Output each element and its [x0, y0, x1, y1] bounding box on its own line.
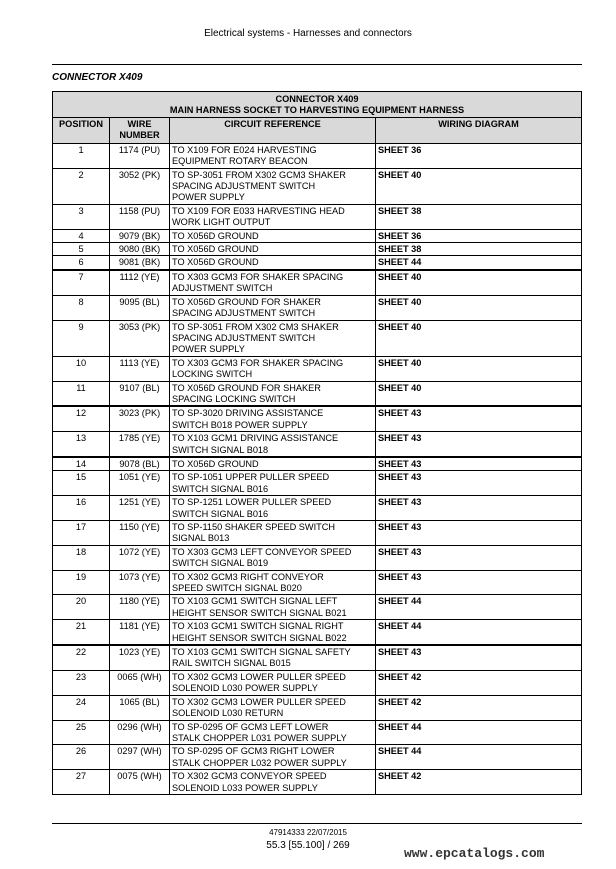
table-row: [53, 229, 582, 242]
table-row: [53, 243, 582, 256]
circuit-reference-line: SWITCH SIGNAL B016: [172, 508, 269, 519]
cell-position: 22: [53, 645, 110, 670]
cell-wire-number: 1158 (PU): [110, 204, 170, 229]
cell-position: 6: [53, 256, 110, 270]
section-label: CONNECTOR X409: [52, 72, 143, 83]
cell-position: 25: [53, 720, 110, 745]
cell-position: 14: [53, 457, 110, 471]
cell-position: 1: [53, 143, 110, 168]
table-row: [53, 496, 582, 521]
header-divider: [52, 64, 582, 65]
cell-circuit-reference: [170, 229, 376, 242]
table-row: [53, 770, 582, 795]
cell-position: 12: [53, 406, 110, 431]
cell-wiring-diagram: SHEET 40: [376, 168, 582, 204]
circuit-reference-line: ADJUSTMENT SWITCH: [172, 283, 273, 294]
cell-circuit-reference: [170, 143, 376, 168]
cell-wiring-diagram: SHEET 44: [376, 720, 582, 745]
cell-circuit-reference: [170, 356, 376, 381]
cell-position: 3: [53, 204, 110, 229]
table-row: [53, 295, 582, 320]
cell-wiring-diagram: SHEET 43: [376, 457, 582, 471]
cell-wiring-diagram: SHEET 43: [376, 496, 582, 521]
cell-position: 23: [53, 670, 110, 695]
circuit-reference-line: TO X056D GROUND FOR SHAKER: [172, 296, 321, 307]
table-row: [53, 320, 582, 356]
cell-position: 20: [53, 595, 110, 620]
circuit-reference-line: EQUIPMENT ROTARY BEACON: [172, 156, 308, 167]
circuit-reference-line: RAIL SWITCH SIGNAL B015: [172, 658, 291, 669]
circuit-reference-line: TO SP-1251 LOWER PULLER SPEED: [172, 497, 332, 508]
circuit-reference-line: SOLENOID L030 RETURN: [172, 708, 284, 719]
cell-wiring-diagram: SHEET 44: [376, 595, 582, 620]
cell-position: 18: [53, 545, 110, 570]
cell-wire-number: 1112 (YE): [110, 270, 170, 295]
circuit-reference-line: TO X056D GROUND: [172, 458, 259, 469]
cell-position: 24: [53, 695, 110, 720]
cell-circuit-reference: [170, 471, 376, 496]
cell-circuit-reference: [170, 720, 376, 745]
cell-wire-number: 9078 (BL): [110, 457, 170, 471]
table-row: [53, 521, 582, 546]
cell-position: 27: [53, 770, 110, 795]
cell-wire-number: 1785 (YE): [110, 432, 170, 457]
circuit-reference-line: SOLENOID L030 POWER SUPPLY: [172, 683, 318, 694]
cell-wire-number: 1251 (YE): [110, 496, 170, 521]
table-row: [53, 270, 582, 295]
circuit-reference-line: SWITCH B018 POWER SUPPLY: [172, 419, 308, 430]
table-row: [53, 670, 582, 695]
cell-wiring-diagram: SHEET 40: [376, 320, 582, 356]
circuit-reference-line: TO SP-3020 DRIVING ASSISTANCE: [172, 408, 324, 419]
cell-circuit-reference: [170, 406, 376, 431]
column-header-wire-number: [110, 117, 170, 143]
table-row: [53, 143, 582, 168]
cell-position: 19: [53, 570, 110, 595]
circuit-reference-line: SPACING ADJUSTMENT SWITCH: [172, 308, 316, 319]
cell-wiring-diagram: SHEET 44: [376, 745, 582, 770]
cell-position: 17: [53, 521, 110, 546]
table-title: [53, 92, 582, 118]
circuit-reference-line: TO SP-1150 SHAKER SPEED SWITCH: [172, 522, 336, 532]
cell-circuit-reference: [170, 457, 376, 471]
cell-position: 21: [53, 620, 110, 645]
cell-position: 4: [53, 229, 110, 242]
cell-wire-number: 1113 (YE): [110, 356, 170, 381]
cell-wiring-diagram: SHEET 38: [376, 243, 582, 256]
cell-wiring-diagram: SHEET 38: [376, 204, 582, 229]
circuit-reference-line: TO X056D GROUND: [172, 257, 259, 268]
cell-circuit-reference: [170, 204, 376, 229]
table-row: [53, 457, 582, 471]
table-row: [53, 432, 582, 457]
circuit-reference-line: SWITCH SIGNAL B019: [172, 558, 269, 569]
circuit-reference-line: TO X109 FOR E033 HARVESTING HEAD: [172, 205, 345, 216]
column-header-circuit-reference: CIRCUIT REFERENCE: [170, 117, 376, 143]
cell-circuit-reference: [170, 521, 376, 546]
cell-position: 10: [53, 356, 110, 381]
cell-wiring-diagram: SHEET 43: [376, 545, 582, 570]
cell-wire-number: 1174 (PU): [110, 143, 170, 168]
circuit-reference-line: TO SP-0295 OF GCM3 RIGHT LOWER: [172, 746, 335, 757]
circuit-reference-line: POWER SUPPLY: [172, 344, 245, 355]
circuit-reference-line: SIGNAL B013: [172, 533, 230, 544]
table-row: [53, 620, 582, 645]
cell-circuit-reference: [170, 645, 376, 670]
circuit-reference-line: TO X302 GCM3 CONVEYOR SPEED: [172, 771, 327, 782]
cell-wiring-diagram: SHEET 40: [376, 381, 582, 406]
cell-wire-number: 1065 (BL): [110, 695, 170, 720]
circuit-reference-line: SPACING ADJUSTMENT SWITCH: [172, 332, 316, 343]
cell-circuit-reference: [170, 695, 376, 720]
cell-wiring-diagram: SHEET 43: [376, 645, 582, 670]
table-title-line2: MAIN HARNESS SOCKET TO HARVESTING EQUIPMENT HARNESS: [169, 105, 465, 116]
cell-position: 7: [53, 270, 110, 295]
cell-circuit-reference: [170, 168, 376, 204]
cell-wire-number: 0296 (WH): [110, 720, 170, 745]
cell-circuit-reference: [170, 670, 376, 695]
footer-doc-ref: 47914333 22/07/2015: [269, 828, 347, 837]
cell-position: 8: [53, 295, 110, 320]
cell-wiring-diagram: SHEET 44: [376, 256, 582, 270]
circuit-reference-line: LOCKING SWITCH: [172, 369, 253, 380]
cell-circuit-reference: [170, 295, 376, 320]
circuit-reference-line: TO X103 GCM1 SWITCH SIGNAL LEFT: [172, 596, 338, 607]
circuit-reference-line: SWITCH SIGNAL B018: [172, 444, 269, 455]
cell-wiring-diagram: SHEET 40: [376, 270, 582, 295]
cell-wiring-diagram: SHEET 36: [376, 143, 582, 168]
cell-position: 13: [53, 432, 110, 457]
cell-circuit-reference: [170, 243, 376, 256]
circuit-reference-line: STALK CHOPPER L031 POWER SUPPLY: [172, 732, 347, 743]
cell-circuit-reference: [170, 770, 376, 795]
circuit-reference-line: STALK CHOPPER L032 POWER SUPPLY: [172, 757, 347, 768]
cell-wire-number: 0297 (WH): [110, 745, 170, 770]
circuit-reference-line: TO X103 GCM1 DRIVING ASSISTANCE: [172, 433, 339, 444]
table-row: [53, 406, 582, 431]
circuit-reference-line: TO SP-0295 OF GCM3 LEFT LOWER: [172, 721, 329, 732]
cell-circuit-reference: [170, 381, 376, 406]
cell-circuit-reference: [170, 620, 376, 645]
cell-wire-number: 9079 (BK): [110, 229, 170, 242]
cell-wire-number: 9107 (BL): [110, 381, 170, 406]
circuit-reference-line: TO X302 GCM3 LOWER PULLER SPEED: [172, 671, 346, 682]
footer-page-ref: 55.3 [55.100] / 269: [266, 840, 350, 851]
cell-wire-number: 3052 (PK): [110, 168, 170, 204]
cell-wiring-diagram: SHEET 42: [376, 670, 582, 695]
circuit-reference-line: TO X103 GCM1 SWITCH SIGNAL SAFETY: [172, 647, 351, 658]
cell-wiring-diagram: SHEET 44: [376, 620, 582, 645]
circuit-reference-line: TO X056D GROUND: [172, 230, 259, 241]
circuit-reference-line: TO X303 GCM3 FOR SHAKER SPACING: [172, 271, 344, 282]
circuit-reference-line: SWITCH SIGNAL B016: [172, 483, 269, 494]
circuit-reference-line: TO X109 FOR E024 HARVESTING: [172, 144, 317, 155]
circuit-reference-line: TO X056D GROUND: [172, 244, 259, 255]
cell-wire-number: 1023 (YE): [110, 645, 170, 670]
cell-wire-number: 9095 (BL): [110, 295, 170, 320]
cell-wiring-diagram: SHEET 40: [376, 295, 582, 320]
cell-wiring-diagram: SHEET 43: [376, 570, 582, 595]
cell-circuit-reference: [170, 432, 376, 457]
cell-position: 9: [53, 320, 110, 356]
cell-wire-number: 9080 (BK): [110, 243, 170, 256]
cell-wiring-diagram: SHEET 40: [376, 356, 582, 381]
table-row: [53, 168, 582, 204]
table-row: [53, 545, 582, 570]
circuit-reference-line: POWER SUPPLY: [172, 192, 245, 203]
cell-wire-number: 1181 (YE): [110, 620, 170, 645]
cell-wire-number: 1150 (YE): [110, 521, 170, 546]
cell-wiring-diagram: SHEET 36: [376, 229, 582, 242]
table-title-line1: CONNECTOR X409: [275, 94, 359, 104]
cell-wire-number: 3053 (PK): [110, 320, 170, 356]
watermark-text: www.epcatalogs.com: [404, 846, 545, 861]
cell-position: 16: [53, 496, 110, 521]
cell-circuit-reference: [170, 595, 376, 620]
cell-wiring-diagram: SHEET 42: [376, 695, 582, 720]
cell-wire-number: 3023 (PK): [110, 406, 170, 431]
table-row: [53, 381, 582, 406]
circuit-reference-line: TO X302 GCM3 LOWER PULLER SPEED: [172, 696, 346, 707]
circuit-reference-line: WORK LIGHT OUTPUT: [172, 217, 271, 228]
circuit-reference-line: TO SP-1051 UPPER PULLER SPEED: [172, 472, 330, 483]
circuit-reference-line: TO X103 GCM1 SWITCH SIGNAL RIGHT: [172, 621, 344, 632]
column-header-wire-number-text: WIRE NUMBER: [119, 118, 160, 141]
table-row: [53, 356, 582, 381]
cell-position: 26: [53, 745, 110, 770]
circuit-reference-line: TO X303 GCM3 LEFT CONVEYOR SPEED: [172, 546, 352, 557]
circuit-reference-line: TO SP-3051 FROM X302 CM3 SHAKER: [172, 321, 339, 332]
table-row: [53, 645, 582, 670]
circuit-reference-line: TO X303 GCM3 FOR SHAKER SPACING: [172, 357, 344, 368]
cell-circuit-reference: [170, 570, 376, 595]
table-row: [53, 695, 582, 720]
table-row: [53, 720, 582, 745]
column-header-position: POSITION: [53, 117, 110, 143]
cell-wire-number: 1180 (YE): [110, 595, 170, 620]
cell-wiring-diagram: SHEET 43: [376, 521, 582, 546]
circuit-reference-line: SOLENOID L033 POWER SUPPLY: [172, 782, 318, 793]
cell-wiring-diagram: SHEET 42: [376, 770, 582, 795]
circuit-reference-line: TO SP-3051 FROM X302 GCM3 SHAKER: [172, 169, 346, 180]
table-row: [53, 204, 582, 229]
cell-wire-number: 1073 (YE): [110, 570, 170, 595]
circuit-reference-line: SPEED SWITCH SIGNAL B020: [172, 583, 302, 594]
table-row: [53, 595, 582, 620]
table-row: [53, 745, 582, 770]
page-header-title: Electrical systems - Harnesses and connectors: [204, 28, 412, 39]
cell-wiring-diagram: SHEET 43: [376, 432, 582, 457]
cell-circuit-reference: [170, 270, 376, 295]
cell-wiring-diagram: SHEET 43: [376, 471, 582, 496]
table-body: [53, 143, 582, 794]
cell-circuit-reference: [170, 256, 376, 270]
footer-divider: [52, 823, 582, 824]
cell-wire-number: 9081 (BK): [110, 256, 170, 270]
table-row: [53, 471, 582, 496]
table-row: [53, 570, 582, 595]
circuit-reference-line: SPACING LOCKING SWITCH: [172, 393, 296, 404]
cell-wire-number: 0065 (WH): [110, 670, 170, 695]
cell-position: 2: [53, 168, 110, 204]
cell-wire-number: 0075 (WH): [110, 770, 170, 795]
cell-circuit-reference: [170, 320, 376, 356]
cell-circuit-reference: [170, 496, 376, 521]
circuit-reference-line: HEIGHT SENSOR SWITCH SIGNAL B021: [172, 607, 347, 618]
cell-circuit-reference: [170, 545, 376, 570]
circuit-reference-line: TO X302 GCM3 RIGHT CONVEYOR: [172, 571, 324, 582]
connector-table: [52, 91, 582, 795]
circuit-reference-line: HEIGHT SENSOR SWITCH SIGNAL B022: [172, 632, 347, 643]
column-header-wiring-diagram: WIRING DIAGRAM: [376, 117, 582, 143]
table-row: [53, 256, 582, 270]
cell-wire-number: 1051 (YE): [110, 471, 170, 496]
circuit-reference-line: SPACING ADJUSTMENT SWITCH: [172, 181, 316, 192]
cell-position: 5: [53, 243, 110, 256]
cell-wire-number: 1072 (YE): [110, 545, 170, 570]
cell-position: 11: [53, 381, 110, 406]
cell-position: 15: [53, 471, 110, 496]
circuit-reference-line: TO X056D GROUND FOR SHAKER: [172, 382, 321, 393]
cell-wiring-diagram: SHEET 43: [376, 406, 582, 431]
cell-circuit-reference: [170, 745, 376, 770]
